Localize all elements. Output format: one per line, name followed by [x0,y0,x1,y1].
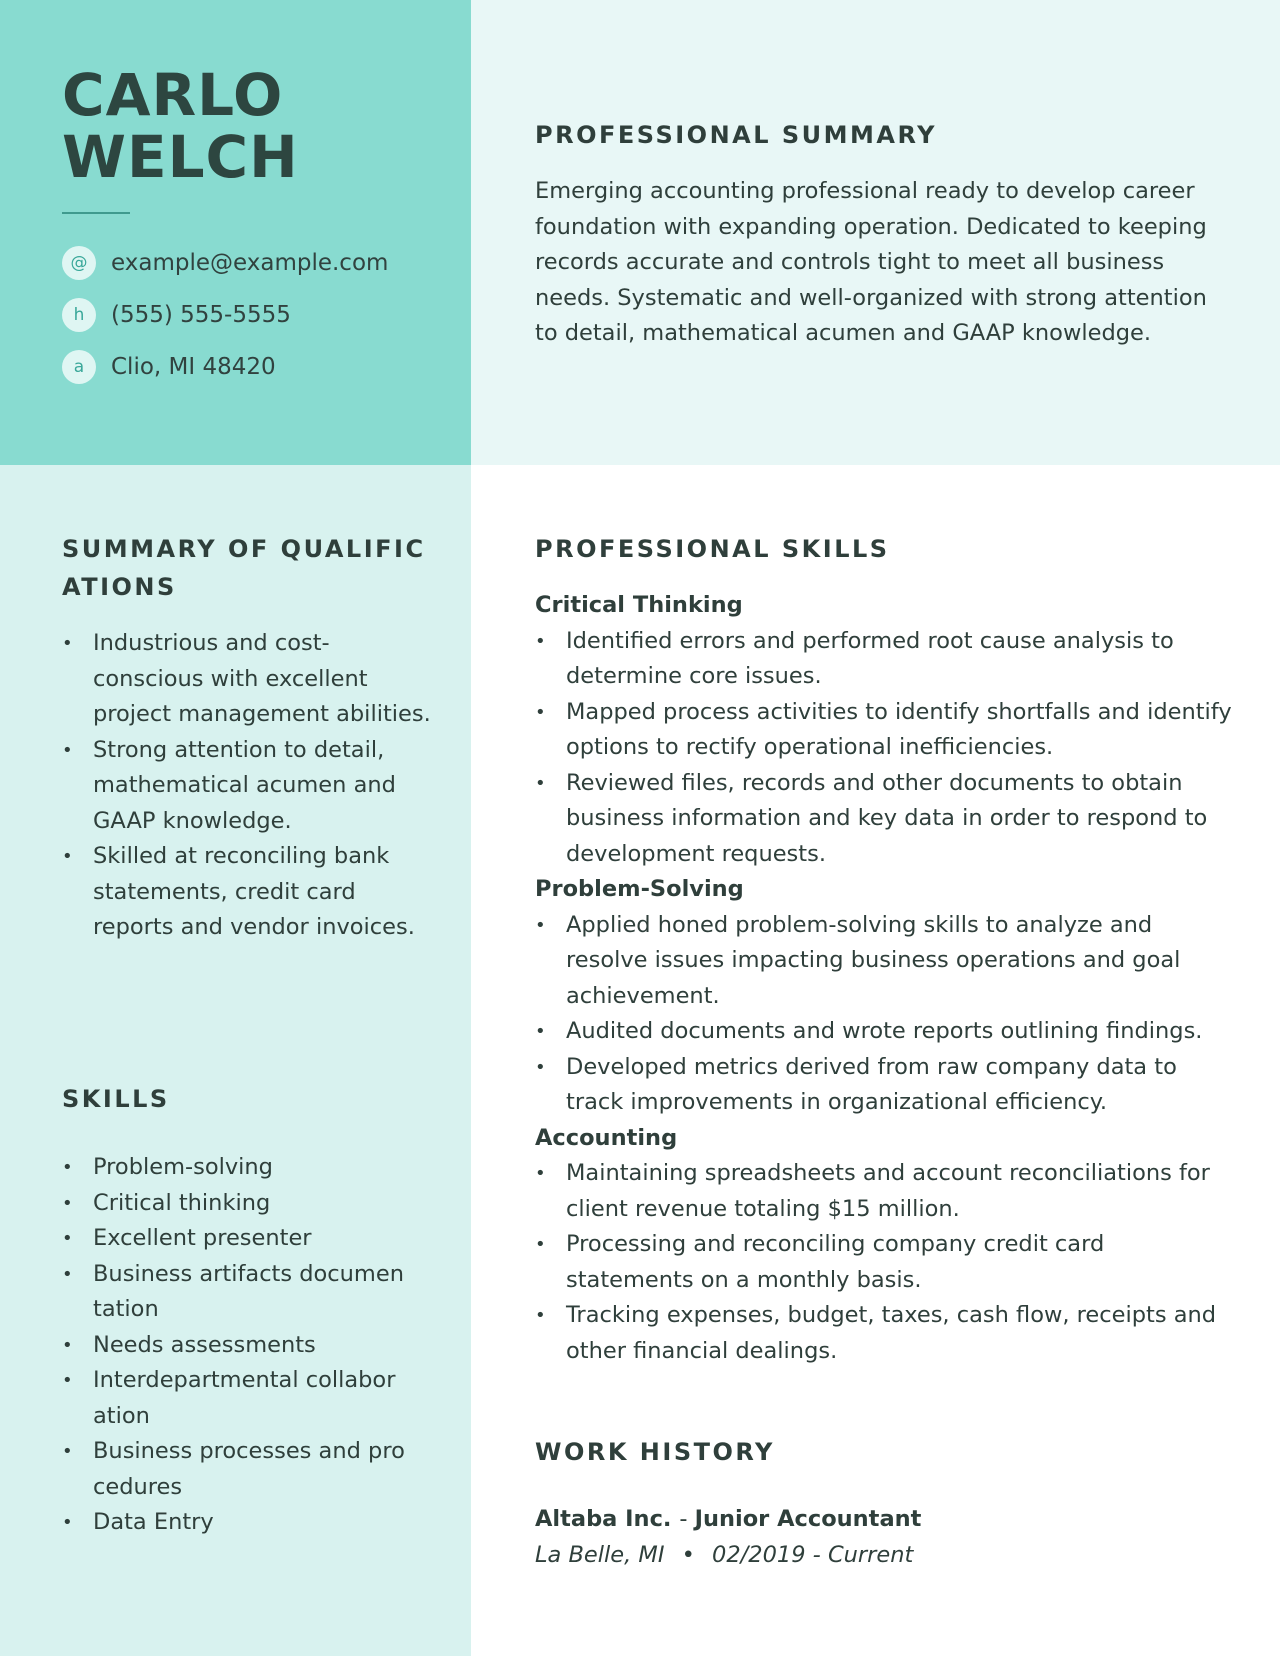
skills-list [62,1150,432,1541]
list-item: • Data Entry [62,1505,432,1541]
job-meta-line [535,1538,913,1574]
list-item: • Developed metrics derived from raw company data to track improvements in organizational efficiency. [535,1050,1235,1121]
skills-heading: SKILLS [62,1085,170,1113]
qualifications-list [62,626,432,946]
phone-text[interactable]: (555) 555-5555 [111,302,291,328]
list-item: • Business processes and pro cedures [62,1434,432,1505]
job-dates: 02/2019 - Current [712,1542,914,1568]
list-item: • Strong attention to detail, mathematical acumen and GAAP knowledge. [62,733,432,840]
contact-list [62,246,388,402]
list-item: • Maintaining spreadsheets and account reconciliations for client revenue totaling $15 million. [535,1156,1235,1227]
skill-category-list [535,908,1235,1121]
skill-category-title: Problem-Solving [535,876,744,902]
skill-category-list [535,624,1235,873]
address-text: Clio, MI 48420 [111,354,276,380]
professional-skills-heading: PROFESSIONAL SKILLS [535,535,890,563]
job-company: Altaba Inc. [535,1506,672,1532]
list-item: • Excellent presenter [62,1221,432,1257]
list-item: • Identified errors and performed root cause analysis to determine core issues. [535,624,1235,695]
list-item: • Applied honed problem-solving skills to analyze and resolve issues impacting business operations and goal achievement. [535,908,1235,1015]
contact-email[interactable] [62,246,388,280]
list-item: • Tracking expenses, budget, taxes, cash flow, receipts and other financial dealings. [535,1298,1235,1369]
job-role: Junior Accountant [694,1506,922,1532]
list-item: • Industrious and cost-conscious with excellent project management abilities. [62,626,432,733]
skill-category-title: Critical Thinking [535,592,743,618]
job-title-line: Altaba Inc. - Junior Accountant [535,1506,922,1532]
work-history-heading: WORK HISTORY [535,1438,775,1466]
contact-phone[interactable] [62,298,388,332]
skill-category-list [535,1156,1235,1369]
candidate-name [62,61,299,191]
name-divider [62,212,130,214]
qualifications-heading-line-2: ATIONS [62,573,177,601]
list-item: • Mapped process activities to identify shortfalls and identify options to rectify operational inefficiencies. [535,695,1235,766]
list-item: • Processing and reconciling company credit card statements on a monthly basis. [535,1227,1235,1298]
list-item: • Business artifacts documen tation [62,1257,432,1328]
professional-skills-section [535,588,1235,1369]
contact-address [62,350,388,384]
job-location: La Belle, MI [535,1542,665,1568]
list-item: • Interdepartmental collabor ation [62,1363,432,1434]
professional-summary-text: Emerging accounting professional ready to develop career foundation with expanding operation. Dedicated to keeping records accurate and controls tight to meet all business needs. Systematic and well-organized with strong attention to detail, mathematical acumen and GAAP knowledge. [535,178,1207,346]
email-icon: @ [62,246,96,280]
qualifications-heading [62,530,426,606]
address-icon: a [62,350,96,384]
list-item: • Critical thinking [62,1186,432,1222]
email-text[interactable]: example@example.com [111,250,389,276]
phone-icon: h [62,298,96,332]
list-item: • Audited documents and wrote reports outlining findings. [535,1014,1235,1050]
first-name: CARLO [62,61,284,129]
list-item: • Skilled at reconciling bank statements, credit card reports and vendor invoices. [62,839,432,946]
separator-dot: • [681,1542,695,1568]
skill-category-title: Accounting [535,1124,678,1151]
list-item: • Needs assessments [62,1328,432,1364]
qualifications-heading-line-1: SUMMARY OF QUALIFIC [62,535,426,563]
list-item: • Problem-solving [62,1150,432,1186]
list-item: • Reviewed files, records and other documents to obtain business information and key data in order to respond to development requests. [535,766,1235,873]
professional-summary-heading: PROFESSIONAL SUMMARY [535,121,938,149]
last-name: WELCH [62,123,299,191]
